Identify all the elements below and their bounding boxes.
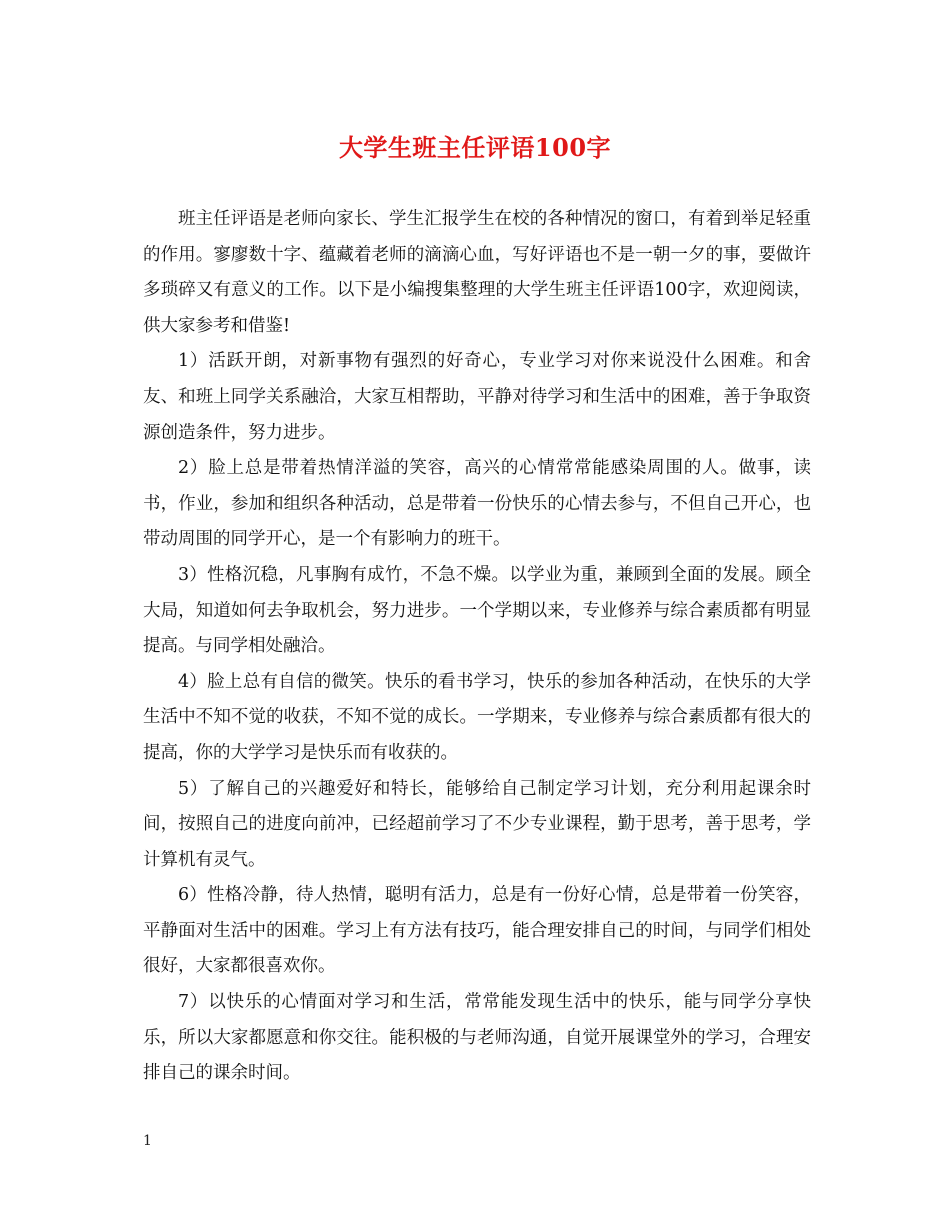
comment-paragraph-6: 6）性格冷静，待人热情，聪明有活力，总是有一份好心情，总是带着一份笑容，平静面对生活中的困难。学习上有方法有技巧，能合理安排自己的时间，与同学们相处很好，大家都很喜欢你。 — [143, 885, 811, 977]
document-body — [143, 202, 811, 1092]
document-title: 大学生班主任评语100字 — [338, 133, 612, 162]
comment-paragraph-2: 2）脸上总是带着热情洋溢的笑容，高兴的心情常常能感染周围的人。做事，读书，作业，参加和组织各种活动，总是带着一份快乐的心情去参与，不但自己开心，也带动周围的同学开心，是一个有影响力的班干。 — [143, 458, 811, 550]
comment-paragraph-3: 3）性格沉稳，凡事胸有成竹，不急不燥。以学业为重，兼顾到全面的发展。顾全大局，知道如何去争取机会，努力进步。一个学期以来，专业修养与综合素质都有明显提高。与同学相处融洽。 — [143, 564, 811, 657]
comment-paragraph-1: 1）活跃开朗，对新事物有强烈的好奇心，专业学习对你来说没什么困难。和舍友、和班上同学关系融洽，大家互相帮助，平静对待学习和生活中的困难，善于争取资源创造条件，努力进步。 — [143, 351, 811, 443]
page-number: 1 — [143, 1133, 152, 1149]
comment-paragraph-4: 4）脸上总有自信的微笑。快乐的看书学习，快乐的参加各种活动，在快乐的大学生活中不知不觉的收获，不知不觉的成长。一学期来，专业修养与综合素质都有很大的提高，你的大学学习是快乐而有收获的。 — [143, 671, 811, 763]
comment-paragraph-5: 5）了解自己的兴趣爱好和特长，能够给自己制定学习计划，充分利用起课余时间，按照自己的进度向前冲，已经超前学习了不少专业课程，勤于思考，善于思考，学计算机有灵气。 — [143, 778, 811, 870]
comment-paragraph-7: 7）以快乐的心情面对学习和生活，常常能发现生活中的快乐，能与同学分享快乐，所以大家都愿意和你交往。能积极的与老师沟通，自觉开展课堂外的学习，合理安排自己的课余时间。 — [143, 992, 811, 1084]
intro-paragraph: 班主任评语是老师向家长、学生汇报学生在校的各种情况的窗口，有着到举足轻重的作用。寥廖数十字、蕴藏着老师的滴滴心血，写好评语也不是一朝一夕的事，要做许多琐碎又有意义的工作。以下是小编搜集整理的大学生班主任评语100字，欢迎阅读，供大家参考和借鉴! — [143, 209, 811, 336]
